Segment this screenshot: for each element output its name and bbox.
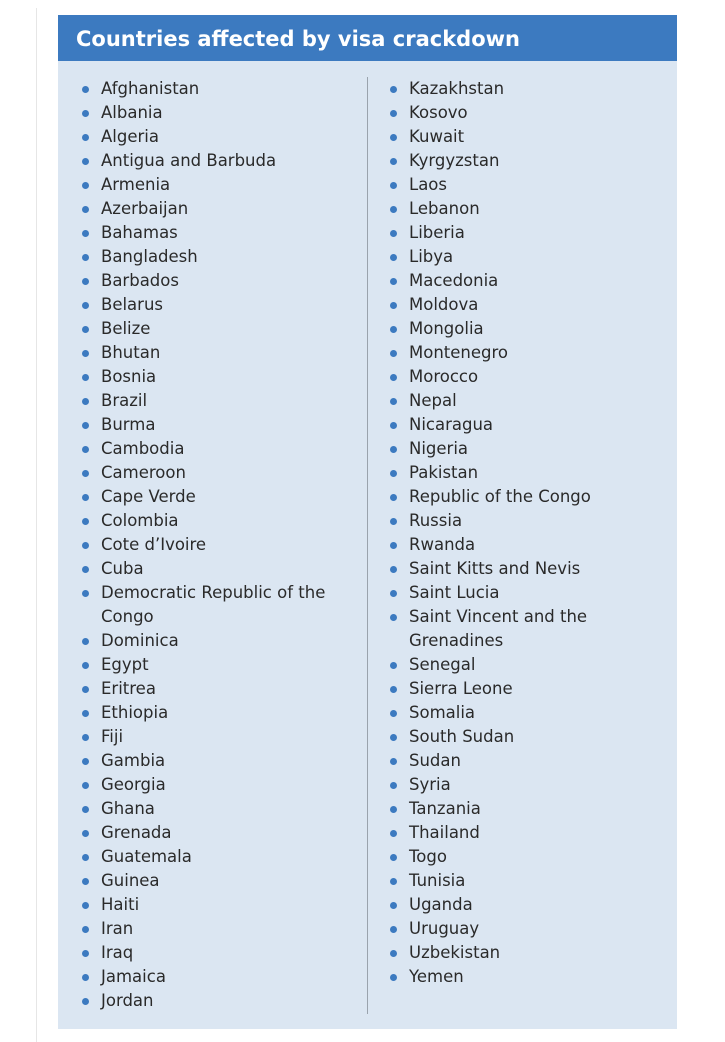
bullet-icon — [82, 398, 89, 405]
country-item — [389, 653, 669, 677]
bullet-icon — [390, 782, 397, 789]
country-name: Guinea — [101, 871, 160, 890]
country-item — [389, 221, 669, 245]
bullet-icon — [390, 446, 397, 453]
bullet-icon — [82, 710, 89, 717]
bullet-icon — [390, 302, 397, 309]
bullet-icon — [390, 902, 397, 909]
bullet-icon — [390, 662, 397, 669]
country-name: Eritrea — [101, 679, 156, 698]
bullet-icon — [390, 278, 397, 285]
country-name: Kuwait — [409, 127, 465, 146]
country-item — [81, 989, 351, 1013]
bullet-icon — [390, 758, 397, 765]
country-name: Bhutan — [101, 343, 161, 362]
country-item — [389, 245, 669, 269]
country-item — [389, 149, 669, 173]
country-item — [389, 869, 669, 893]
bullet-icon — [390, 158, 397, 165]
country-name: Bangladesh — [101, 247, 198, 266]
country-name: Uruguay — [409, 919, 480, 938]
bullet-icon — [82, 278, 89, 285]
country-item — [389, 101, 669, 125]
bullet-icon — [390, 326, 397, 333]
bullet-icon — [82, 782, 89, 789]
country-name: Rwanda — [409, 535, 476, 554]
bullet-icon — [82, 950, 89, 957]
country-name: Antigua and Barbuda — [101, 151, 277, 170]
country-item — [81, 125, 351, 149]
country-name: Mongolia — [409, 319, 484, 338]
bullet-icon — [82, 542, 89, 549]
country-name: Democratic Republic of the Congo — [101, 583, 326, 626]
country-name: Nicaragua — [409, 415, 494, 434]
country-item — [389, 389, 669, 413]
bullet-icon — [82, 110, 89, 117]
country-item — [81, 653, 351, 677]
country-item — [389, 941, 669, 965]
country-item — [389, 485, 669, 509]
bullet-icon — [390, 254, 397, 261]
country-name: Haiti — [101, 895, 140, 914]
country-name: Syria — [409, 775, 451, 794]
bullet-icon — [82, 206, 89, 213]
bullet-icon — [82, 974, 89, 981]
bullet-icon — [82, 806, 89, 813]
bullet-icon — [390, 86, 397, 93]
country-name: Senegal — [409, 655, 476, 674]
country-name: Libya — [409, 247, 454, 266]
country-item — [389, 317, 669, 341]
bullet-icon — [390, 206, 397, 213]
bullet-icon — [82, 134, 89, 141]
bullet-icon — [82, 854, 89, 861]
bullet-icon — [390, 398, 397, 405]
country-item — [389, 749, 669, 773]
bullet-icon — [390, 614, 397, 621]
country-item — [389, 917, 669, 941]
bullet-icon — [82, 182, 89, 189]
country-item — [81, 77, 351, 101]
bullet-icon — [390, 470, 397, 477]
bullet-icon — [390, 542, 397, 549]
country-item — [389, 725, 669, 749]
bullet-icon — [82, 662, 89, 669]
visa-crackdown-card — [58, 15, 677, 1029]
bullet-icon — [82, 374, 89, 381]
bullet-icon — [390, 374, 397, 381]
country-item — [81, 869, 351, 893]
country-name: Saint Vincent and the Grenadines — [409, 607, 588, 650]
country-name: Cote d’Ivoire — [101, 535, 207, 554]
country-name: Cambodia — [101, 439, 185, 458]
bullet-icon — [82, 230, 89, 237]
country-item — [81, 629, 351, 653]
country-item — [389, 893, 669, 917]
country-name: Bahamas — [101, 223, 178, 242]
country-item — [81, 893, 351, 917]
country-name: Dominica — [101, 631, 179, 650]
country-item — [389, 293, 669, 317]
bullet-icon — [390, 422, 397, 429]
country-name: Ethiopia — [101, 703, 169, 722]
country-list-right — [389, 77, 669, 989]
country-name: Morocco — [409, 367, 479, 386]
bullet-icon — [390, 950, 397, 957]
country-item — [81, 557, 351, 581]
bullet-icon — [390, 518, 397, 525]
bullet-icon — [82, 494, 89, 501]
country-name: Lebanon — [409, 199, 480, 218]
country-name: Iraq — [101, 943, 134, 962]
country-item — [81, 677, 351, 701]
country-item — [81, 269, 351, 293]
country-name: Kazakhstan — [409, 79, 505, 98]
bullet-icon — [82, 470, 89, 477]
country-name: Liberia — [409, 223, 465, 242]
bullet-icon — [82, 518, 89, 525]
country-name: Barbados — [101, 271, 179, 290]
bullet-icon — [390, 350, 397, 357]
country-item — [81, 701, 351, 725]
country-item — [81, 797, 351, 821]
country-name: Cameroon — [101, 463, 186, 482]
country-name: Laos — [409, 175, 447, 194]
country-item — [389, 437, 669, 461]
country-item — [389, 509, 669, 533]
country-item — [81, 221, 351, 245]
country-name: Togo — [409, 847, 447, 866]
bullet-icon — [82, 734, 89, 741]
country-name: Brazil — [101, 391, 148, 410]
country-item — [81, 509, 351, 533]
bullet-icon — [390, 230, 397, 237]
country-name: Sierra Leone — [409, 679, 513, 698]
country-name: Russia — [409, 511, 463, 530]
country-item — [81, 461, 351, 485]
country-name: Tunisia — [409, 871, 466, 890]
country-name: Kyrgyzstan — [409, 151, 500, 170]
country-item — [81, 101, 351, 125]
country-name: Republic of the Congo — [409, 487, 591, 506]
bullet-icon — [82, 902, 89, 909]
bullet-icon — [82, 566, 89, 573]
country-name: Pakistan — [409, 463, 479, 482]
bullet-icon — [390, 494, 397, 501]
country-name: Fiji — [101, 727, 124, 746]
country-list-left — [81, 77, 351, 1013]
country-item — [389, 533, 669, 557]
country-name: Armenia — [101, 175, 171, 194]
country-item — [81, 245, 351, 269]
country-name: Algeria — [101, 127, 159, 146]
country-name: Nepal — [409, 391, 457, 410]
bullet-icon — [82, 86, 89, 93]
country-name: Grenada — [101, 823, 172, 842]
country-item — [389, 965, 669, 989]
bullet-icon — [390, 830, 397, 837]
country-name: Albania — [101, 103, 163, 122]
bullet-icon — [82, 638, 89, 645]
bullet-icon — [82, 878, 89, 885]
country-name: Yemen — [409, 967, 464, 986]
country-name: Belize — [101, 319, 151, 338]
country-item — [389, 413, 669, 437]
bullet-icon — [390, 110, 397, 117]
bullet-icon — [390, 878, 397, 885]
country-item — [389, 557, 669, 581]
bullet-icon — [390, 926, 397, 933]
country-item — [81, 293, 351, 317]
country-item — [81, 437, 351, 461]
bullet-icon — [390, 710, 397, 717]
country-name: Georgia — [101, 775, 166, 794]
bullet-icon — [82, 590, 89, 597]
bullet-icon — [390, 734, 397, 741]
country-item — [389, 269, 669, 293]
page-left-rule — [36, 8, 37, 1042]
bullet-icon — [82, 998, 89, 1005]
country-name: Ghana — [101, 799, 155, 818]
country-item — [81, 581, 351, 629]
country-item — [81, 533, 351, 557]
country-name: Jordan — [101, 991, 154, 1010]
country-item — [389, 173, 669, 197]
bullet-icon — [82, 158, 89, 165]
country-item — [389, 701, 669, 725]
country-item — [81, 485, 351, 509]
country-item — [389, 77, 669, 101]
country-item — [81, 845, 351, 869]
bullet-icon — [82, 446, 89, 453]
country-item — [389, 581, 669, 605]
bullet-icon — [390, 182, 397, 189]
country-name: Somalia — [409, 703, 476, 722]
country-name: Saint Kitts and Nevis — [409, 559, 581, 578]
country-item — [81, 389, 351, 413]
bullet-icon — [390, 686, 397, 693]
country-name: Bosnia — [101, 367, 157, 386]
country-item — [81, 149, 351, 173]
country-name: Guatemala — [101, 847, 192, 866]
country-name: Belarus — [101, 295, 164, 314]
country-name: Saint Lucia — [409, 583, 500, 602]
country-name: Thailand — [409, 823, 480, 842]
country-name: Afghanistan — [101, 79, 200, 98]
country-item — [81, 941, 351, 965]
country-name: Moldova — [409, 295, 479, 314]
country-item — [81, 749, 351, 773]
country-item — [81, 821, 351, 845]
country-item — [81, 965, 351, 989]
country-item — [389, 125, 669, 149]
card-title: Countries affected by visa crackdown — [58, 15, 677, 61]
country-name: Colombia — [101, 511, 179, 530]
country-name: Nigeria — [409, 439, 469, 458]
country-name: South Sudan — [409, 727, 515, 746]
country-name: Montenegro — [409, 343, 509, 362]
bullet-icon — [390, 134, 397, 141]
bullet-icon — [82, 830, 89, 837]
country-item — [389, 773, 669, 797]
bullet-icon — [82, 686, 89, 693]
country-item — [81, 341, 351, 365]
country-item — [389, 605, 669, 653]
country-name: Jamaica — [101, 967, 166, 986]
country-name: Kosovo — [409, 103, 468, 122]
country-item — [389, 677, 669, 701]
country-item — [81, 725, 351, 749]
country-item — [389, 461, 669, 485]
country-name: Sudan — [409, 751, 461, 770]
bullet-icon — [82, 326, 89, 333]
country-name: Cuba — [101, 559, 144, 578]
country-name: Azerbaijan — [101, 199, 189, 218]
bullet-icon — [390, 590, 397, 597]
bullet-icon — [390, 806, 397, 813]
bullet-icon — [390, 974, 397, 981]
bullet-icon — [82, 254, 89, 261]
country-item — [81, 413, 351, 437]
country-item — [81, 173, 351, 197]
country-item — [389, 365, 669, 389]
bullet-icon — [82, 422, 89, 429]
country-item — [81, 317, 351, 341]
bullet-icon — [82, 926, 89, 933]
country-item — [81, 773, 351, 797]
country-item — [389, 821, 669, 845]
column-divider — [367, 77, 368, 1014]
country-name: Gambia — [101, 751, 166, 770]
country-name: Iran — [101, 919, 134, 938]
country-item — [389, 197, 669, 221]
country-name: Uzbekistan — [409, 943, 501, 962]
country-name: Macedonia — [409, 271, 499, 290]
country-item — [81, 365, 351, 389]
country-name: Uganda — [409, 895, 473, 914]
bullet-icon — [82, 758, 89, 765]
country-item — [389, 341, 669, 365]
country-item — [81, 197, 351, 221]
country-name: Burma — [101, 415, 156, 434]
bullet-icon — [390, 566, 397, 573]
country-item — [81, 917, 351, 941]
bullet-icon — [82, 350, 89, 357]
bullet-icon — [82, 302, 89, 309]
country-name: Cape Verde — [101, 487, 196, 506]
bullet-icon — [390, 854, 397, 861]
country-name: Egypt — [101, 655, 149, 674]
country-item — [389, 845, 669, 869]
country-name: Tanzania — [409, 799, 481, 818]
country-item — [389, 797, 669, 821]
